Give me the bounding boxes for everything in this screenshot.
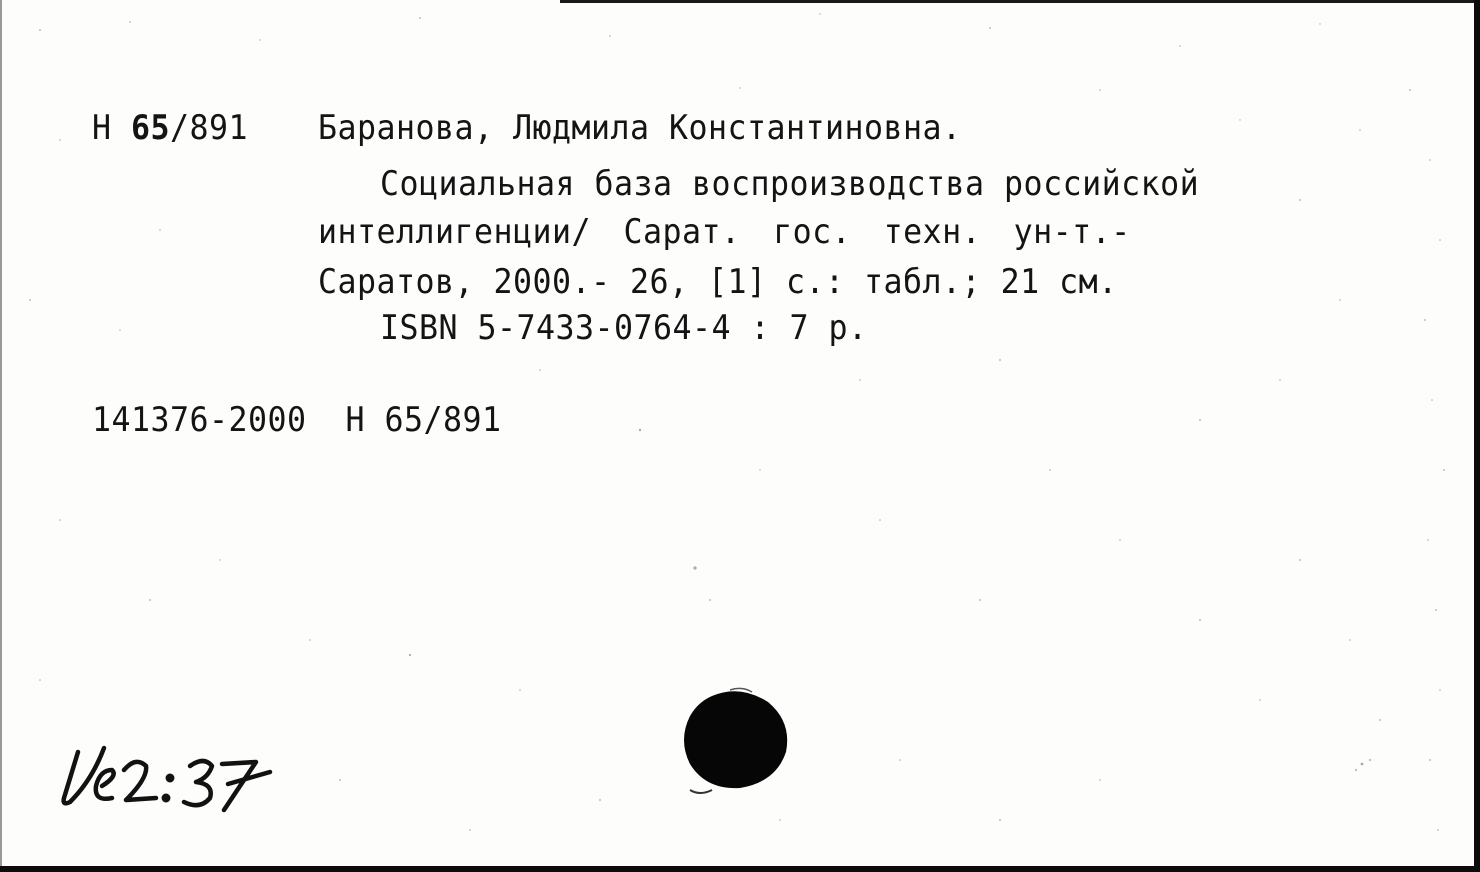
isbn-line: ISBN 5-7433-0764-4 : 7 р. (380, 308, 868, 348)
shelf-mark-prefix: Н (92, 108, 132, 148)
title-line-2: интеллигенции/ Сарат. гос. техн. ун-т.- (318, 212, 1131, 252)
title-line-1: Социальная база воспроизводства российской (380, 164, 1200, 204)
shelf-mark-handwritten-number: 65 (131, 108, 171, 148)
imprint-line: Саратов, 2000.- 26, [1] с.: табл.; 21 см. (318, 262, 1118, 302)
inventory-number: 141376-2000 Н 65/891 (92, 400, 502, 440)
shelf-mark-suffix: /891 (170, 108, 249, 148)
author-heading: Баранова, Людмила Константиновна. (318, 108, 962, 148)
